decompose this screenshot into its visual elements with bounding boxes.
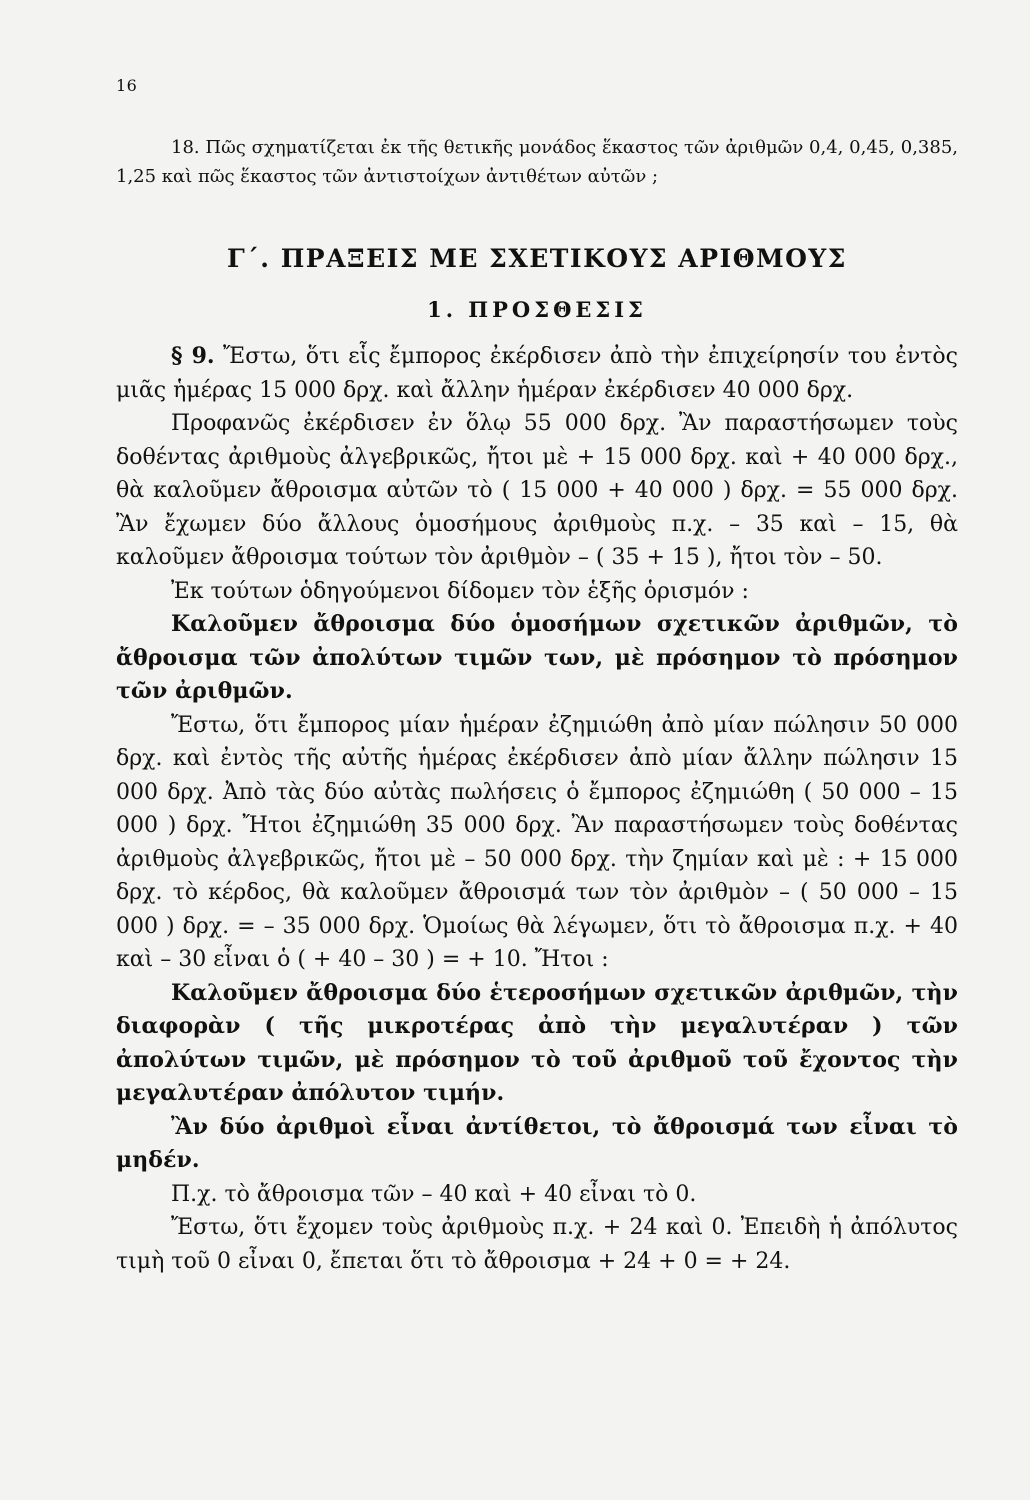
section-title: Γ΄. ΠΡΑΞΕΙΣ ΜΕ ΣΧΕΤΙΚΟΥΣ ΑΡΙΘΜΟΥΣ bbox=[227, 244, 847, 273]
definition-opposite-sign-addition: Καλοῦμεν ἄθροισμα δύο ἑτεροσήμων σχετικῶν ἀριθμῶν, τὴν διαφορὰν ( τῆς μικροτέρας ἀπὸ τὴν μεγαλυτέραν ) τῶν ἀπολύτων τιμῶν, μὲ πρόσημον τὸ τοῦ ἀριθμοῦ τοῦ ἔχοντος τὴν μεγαλυτέραν ἀπόλυτον τιμήν. bbox=[116, 979, 958, 1106]
page-number: 16 bbox=[116, 76, 138, 95]
definition-opposite-numbers: Ἂν δύο ἀριθμοὶ εἶναι ἀντίθετοι, τὸ ἄθροισμά των εἶναι τὸ μηδέν. bbox=[116, 1113, 958, 1173]
paragraph-6: Ἔστω, ὅτι ἔχομεν τοὺς ἀριθμοὺς π.χ. + 24 καὶ 0. Ἐπειδὴ ἡ ἀπόλυτος τιμὴ τοῦ 0 εἶναι 0, ἔπεται ὅτι τὸ ἄθροισμα + 24 + 0 = + 24. bbox=[116, 1215, 958, 1274]
definition-same-sign-addition: Καλοῦμεν ἄθροισμα δύο ὁμοσήμων σχετικῶν ἀριθμῶν, τὸ ἄθροισμα τῶν ἀπολύτων τιμῶν των, μὲ πρόσημον τὸ πρόσημον τῶν ἀριθμῶν. bbox=[116, 611, 958, 704]
paragraph-2: Προφανῶς ἐκέρδισεν ἐν ὅλῳ 55 000 δρχ. Ἂν παραστήσωμεν τοὺς δοθέντας ἀριθμοὺς ἀλγεβρικῶς, ἤτοι μὲ + 15 000 δρχ. καὶ + 40 000 δρχ., θὰ καλοῦμεν ἄθροισμα αὐτῶν τὸ ( 15 000 + 40 000 ) δρχ. = 55 000 δρχ. Ἂν ἔχωμεν δύο ἄλλους ὁμοσήμους ἀριθμοὺς π.χ. – 35 καὶ – 15, θὰ καλοῦμεν ἄθροισμα τούτων τὸν ἀριθμὸν – ( 35 + 15 ), ἤτοι τὸν – 50. bbox=[116, 411, 958, 570]
paragraph-1-text: Ἔστω, ὅτι εἷς ἔμπορος ἐκέρδισεν ἀπὸ τὴν ἐπιχείρησίν του ἐντὸς μιᾶς ἡμέρας 15 000 δρχ. καὶ ἄλλην ἡμέραν ἐκέρδισεν 40 000 δρχ. bbox=[116, 344, 958, 403]
subsection-title: 1. ΠΡΟΣΘΕΣΙΣ bbox=[427, 297, 647, 322]
paragraph-5: Π.χ. τὸ ἄθροισμα τῶν – 40 καὶ + 40 εἶναι τὸ 0. bbox=[171, 1181, 697, 1207]
exercise-18: 18. Πῶς σχηματίζεται ἐκ τῆς θετικῆς μονάδος ἕκαστος τῶν ἀριθμῶν 0,4, 0,45, 0,385, 1,25 καὶ πῶς ἕκαστος τῶν ἀντιστοίχων ἀντιθέτων αὐτῶν ; bbox=[116, 137, 958, 187]
paragraph-1 bbox=[116, 340, 958, 407]
paragraph-1-mark: § 9. bbox=[171, 343, 215, 369]
main-text bbox=[116, 340, 958, 1278]
paragraph-4: Ἔστω, ὅτι ἔμπορος μίαν ἡμέραν ἐζημιώθη ἀπὸ μίαν πώλησιν 50 000 δρχ. καὶ ἐντὸς τῆς αὐτῆς ἡμέρας ἐκέρδισεν ἀπὸ μίαν ἄλλην πώλησιν 15 000 δρχ. Ἀπὸ τὰς δύο αὐτὰς πωλήσεις ὁ ἔμπορος ἐζημιώθη ( 50 000 – 15 000 ) δρχ. Ἤτοι ἐζημιώθη 35 000 δρχ. Ἂν παραστήσωμεν τοὺς δοθέντας ἀριθμοὺς ἀλγεβρικῶς, ἤτοι μὲ – 50 000 δρχ. τὴν ζημίαν καὶ μὲ : + 15 000 δρχ. τὸ κέρδος, θὰ καλοῦμεν ἄθροισμά των τὸν ἀριθμὸν – ( 50 000 – 15 000 ) δρχ. = – 35 000 δρχ. Ὁμοίως θὰ λέγωμεν, ὅτι τὸ ἄθροισμα π.χ. + 40 καὶ – 30 εἶναι ὁ ( + 40 – 30 ) = + 10. Ἤτοι : bbox=[116, 712, 958, 972]
paragraph-3: Ἐκ τούτων ὁδηγούμενοι δίδομεν τὸν ἑξῆς ὁρισμόν : bbox=[171, 578, 749, 604]
